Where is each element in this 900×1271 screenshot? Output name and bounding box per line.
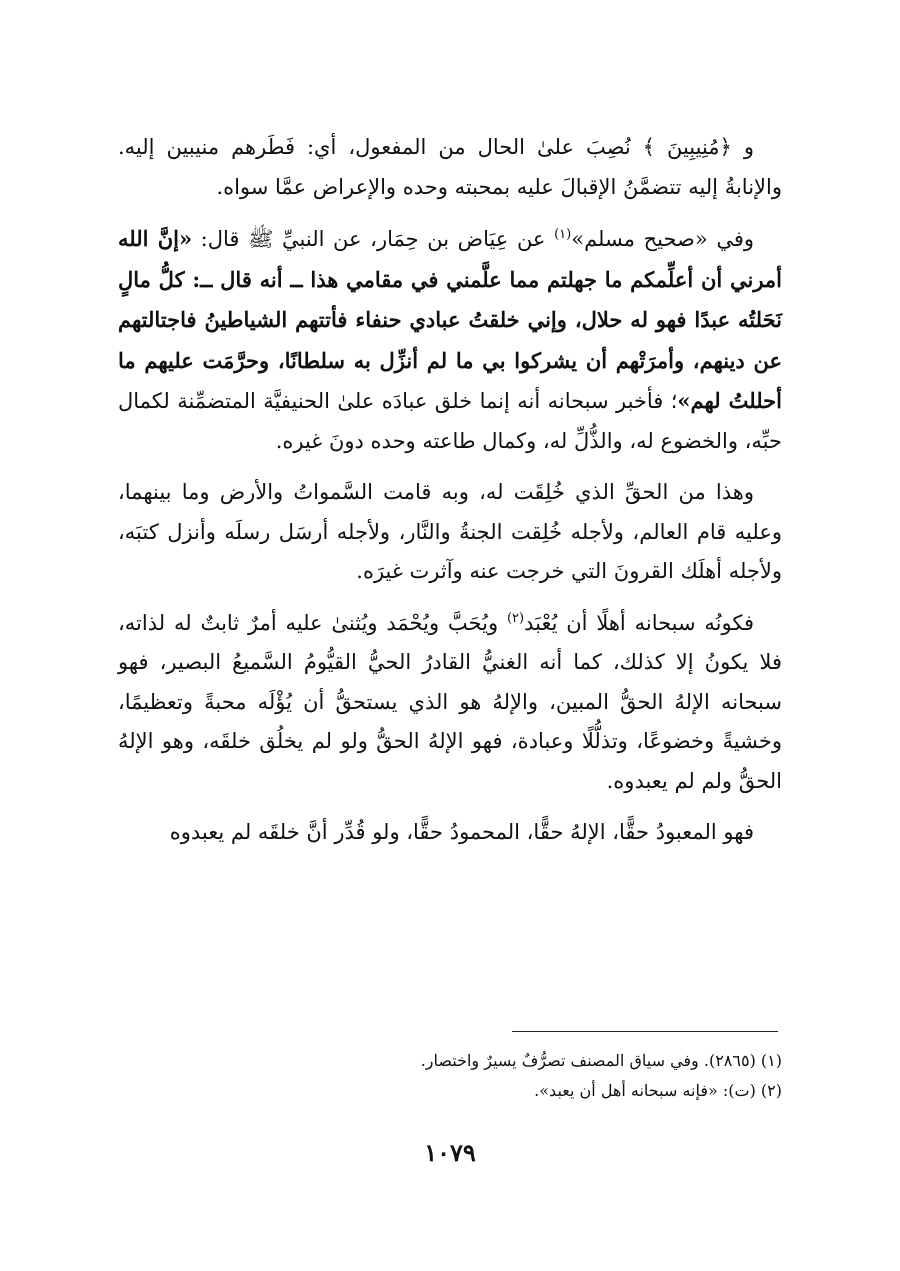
paragraph-2 xyxy=(118,219,782,461)
hadith-intro-continued: عن عِيَاض بن حِمَار، عن النبيِّ ﷺ قال: xyxy=(192,227,555,251)
hadith-commentary: ؛ فأخبر سبحانه أنه إنما خلق عبادَه علىٰ الحنيفيَّة المتضمِّنة لكمال حبِّه، والخضوع له، والذُّلِّ له، وكمال طاعته وحده دونَ غيره. xyxy=(118,389,782,453)
paragraph-3: وهذا من الحقِّ الذي خُلِقَت له، وبه قامت السَّمواتُ والأرض وما بينهما، وعليه قام العالم، ولأجله خُلِقت الجنةُ والنَّار، ولأجله أرسَل رسلَه وأنزل كتبَه، ولأجله أهلَك القرونَ التي خرجت عنه وآثرت غيرَه. xyxy=(118,480,782,583)
paragraph-4-rest: ويُحَبَّ ويُحْمَد ويُثنىٰ عليه أمرٌ ثابتٌ له لذاته، فلا يكونُ إلا كذلك، كما أنه الغنيُّ القادرُ الحيُّ القيُّومُ السَّميعُ البصير، فهو سبحانه الإلهُ الحقُّ المبين، والإلهُ هو الذي يستحقُّ أن يُؤْلَه محبةً وتعظيمًا، وخشيةً وخضوعًا، وتذلُّلًا وعبادة، فهو الإلهُ الحقُّ ولو لم يخلُق خلقَه، وهو الإلهُ الحقُّ ولم لم يعبدوه. xyxy=(118,610,782,793)
paragraph-1: و ﴿مُنِيبِينَ ﴾ نُصِبَ علىٰ الحال من المفعول، أي: فَطَرهم منيبين إليه. والإنابةُ إليه تتضمَّنُ الإقبالَ عليه بمحبته وحده والإعراض عمَّا سواه. xyxy=(118,135,782,199)
footnote-ref-1: (١) xyxy=(554,227,572,242)
hadith-intro: وفي «صحيح مسلم» xyxy=(571,227,755,251)
paragraph-4-start: فكونُه سبحانه أهلًا أن يُعْبَد xyxy=(524,610,755,635)
footnote-2: (٢) (ت): «فإنه سبحانه أهل أن يعبد». xyxy=(534,1081,782,1100)
footnote-1: (١) (٢٨٦٥). وفي سياق المصنف تصرُّفٌ يسيرٌ واختصار. xyxy=(420,1051,782,1070)
footnotes xyxy=(118,1046,782,1106)
paragraph-4 xyxy=(118,604,782,802)
footnote-ref-2: (٢) xyxy=(506,610,525,626)
hadith-quote: «إنَّ الله أمرني أن أعلِّمكم ما جهلتم مما علَّمني في مقامي هذا ــ أنه قال ــ: كلُّ مالٍ نَحَلتُه عبدًا فهو له حلال، وإني خلقتُ عبادي حنفاء فأتتهم الشياطينُ فاجتالتهم عن دينهم، وأمرَتْهم أن يشركوا بي ما لم أنزِّل به سلطانًا، وحرَّمَت عليهم ما أحللتُ لهم» xyxy=(118,226,782,413)
main-text xyxy=(118,128,782,853)
page-number: ١٠٧٩ xyxy=(424,1138,476,1167)
paragraph-5: فهو المعبودُ حقًّا، الإلهُ حقًّا، المحمودُ حقًّا، ولو قُدِّر أنَّ خلقَه لم يعبدوه xyxy=(169,820,754,844)
footnote-divider xyxy=(512,1031,778,1032)
